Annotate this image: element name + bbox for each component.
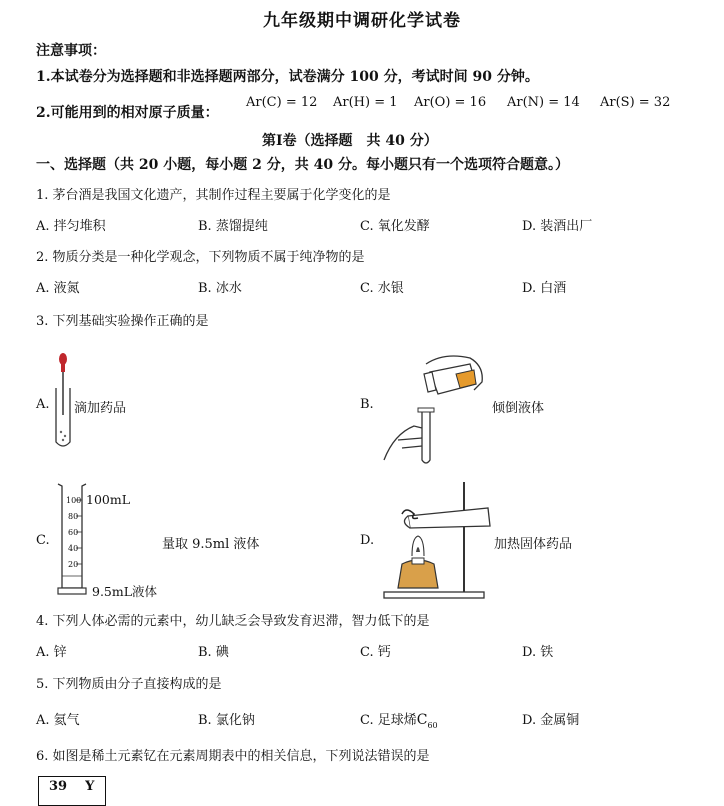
scale-label-100: 100 [66, 496, 82, 505]
question-1-stem: 1. 茅台酒是我国文化遗产，其制作过程主要属于化学变化的是 [36, 188, 391, 203]
question-4-stem: 4. 下列人体必需的元素中，幼儿缺乏会导致发育迟滞，智力低下的是 [36, 614, 430, 629]
part-title: 一、选择题（共 20 小题，每小题 2 分，共 40 分。每小题只有一个选项符合题意。） [36, 157, 569, 173]
q2-option-b: B. 冰水 [198, 281, 242, 296]
mass-carbon: Ar(C) = 12 [246, 95, 318, 110]
scale-label-80: 80 [68, 512, 79, 521]
element-symbol: Y [85, 779, 95, 794]
scale-label-40: 40 [68, 544, 79, 553]
q1-option-c: C. 氧化发酵 [360, 219, 430, 234]
heating-apparatus-figure [378, 478, 498, 602]
notice-line-2-label: 2.可能用到的相对原子质量： [36, 105, 219, 121]
q1-option-b: B. 蒸馏提纯 [198, 219, 268, 234]
paper-title: 九年级期中调研化学试卷 [263, 11, 461, 31]
question-6-stem: 6. 如图是稀土元素钇在元素周期表中的相关信息，下列说法错误的是 [36, 749, 430, 764]
mass-hydrogen: Ar(H) = 1 [333, 95, 398, 110]
q5-option-b: B. 氯化钠 [198, 713, 255, 728]
q4-option-a: A. 锌 [36, 645, 67, 660]
q3-option-d-letter: D. [360, 533, 375, 548]
q2-option-a: A. 液氮 [36, 281, 80, 296]
notice-line-1: 1.本试卷分为选择题和非选择题两部分，试卷满分 100 分，考试时间 90 分钟。 [36, 69, 539, 85]
mass-sulfur: Ar(S) = 32 [600, 95, 671, 110]
cylinder-volume-label: 9.5mL液体 [92, 584, 158, 599]
q3-option-b-caption: 倾倒液体 [492, 401, 545, 416]
q2-option-d: D. 白酒 [522, 281, 567, 296]
mass-oxygen: Ar(O) = 16 [414, 95, 487, 110]
q4-option-d: D. 铁 [522, 645, 554, 660]
q3-option-a-letter: A. [36, 397, 50, 412]
mass-nitrogen: Ar(N) = 14 [507, 95, 580, 110]
q5-option-c-text: C. 足球烯 [360, 713, 417, 728]
q1-option-d: D. 装酒出厂 [522, 219, 593, 234]
q4-option-b: B. 碘 [198, 645, 229, 660]
scale-label-20: 20 [68, 560, 79, 569]
q3-option-b-letter: B. [360, 397, 374, 412]
cylinder-capacity-label: 100mL [86, 492, 131, 507]
question-2-stem: 2. 物质分类是一种化学观念，下列物质不属于纯净物的是 [36, 250, 365, 265]
q3-option-a-caption: 滴加药品 [74, 401, 127, 416]
c60-formula: $C_{60}$ [416, 712, 438, 730]
q4-option-c: C. 钙 [360, 645, 391, 660]
pouring-figure [378, 344, 490, 468]
question-5-stem: 5. 下列物质由分子直接构成的是 [36, 677, 222, 692]
q3-option-c-caption: 量取 9.5ml 液体 [162, 537, 260, 552]
q5-option-c [360, 709, 438, 730]
dropper-figure [52, 350, 76, 450]
q5-option-a: A. 氦气 [36, 713, 80, 728]
section-title: 第Ⅰ卷（选择题 共 40 分） [262, 133, 438, 149]
atomic-number: 39 [49, 779, 68, 794]
notice-heading: 注意事项： [36, 43, 106, 59]
element-info-box [38, 776, 106, 806]
question-3-stem: 3. 下列基础实验操作正确的是 [36, 314, 209, 329]
q1-option-a: A. 拌匀堆积 [36, 219, 106, 234]
q3-option-c-letter: C. [36, 533, 50, 548]
scale-label-60: 60 [68, 528, 79, 537]
q2-option-c: C. 水银 [360, 281, 404, 296]
q5-option-d: D. 金属铜 [522, 713, 580, 728]
q3-option-d-caption: 加热固体药品 [494, 537, 573, 552]
